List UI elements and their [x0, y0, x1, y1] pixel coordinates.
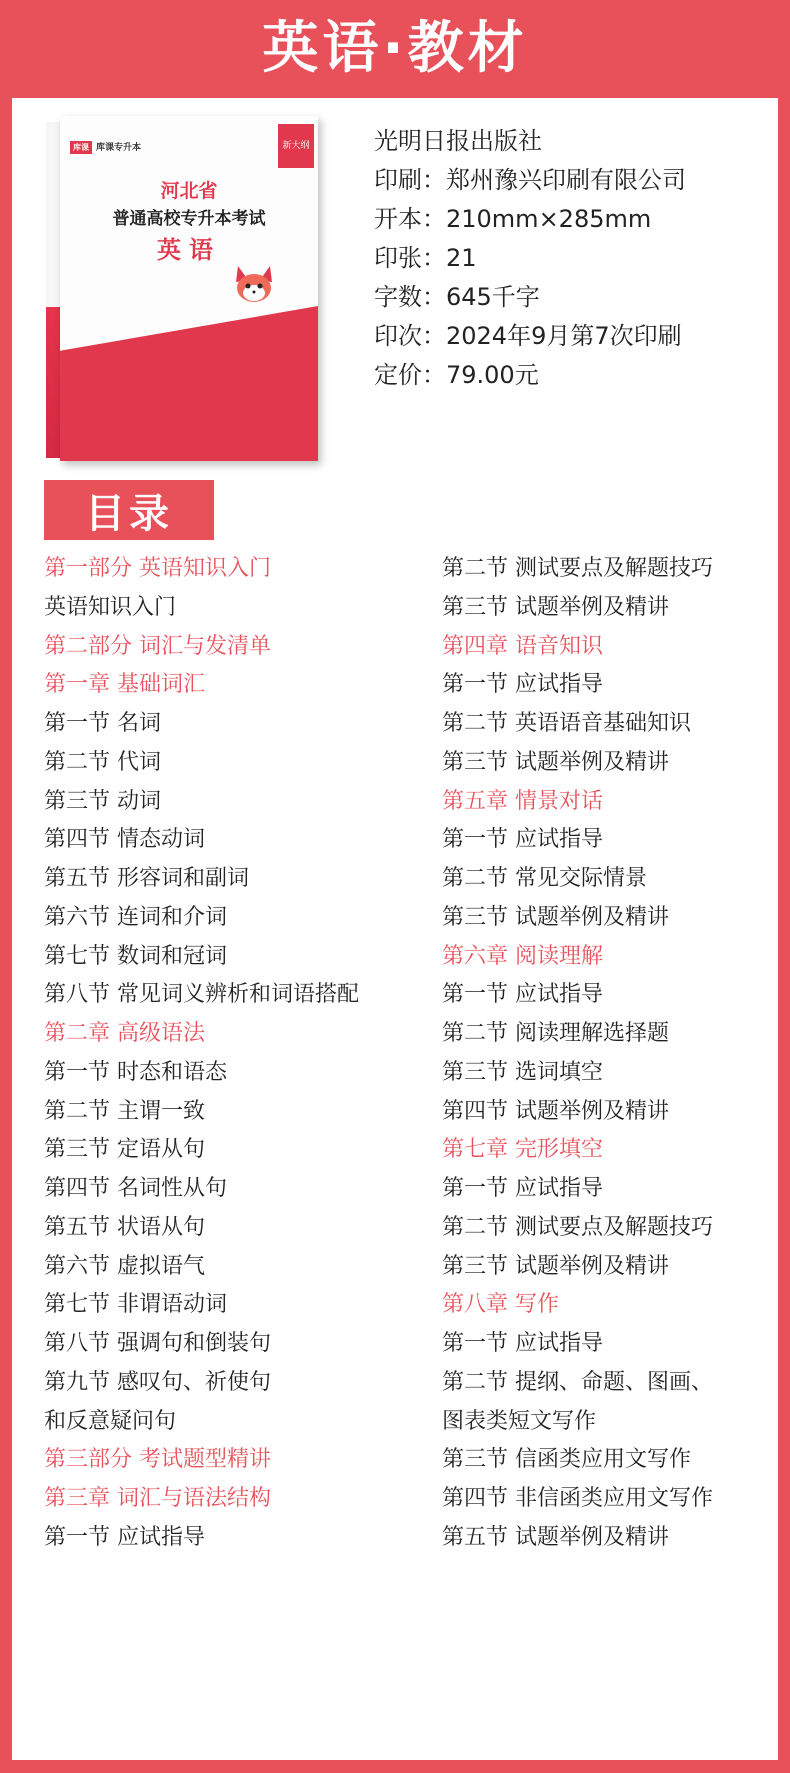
toc-item: 第三节 试题举例及精讲 [442, 749, 669, 775]
book-brand-logo: 库课 库课专升本 [70, 140, 141, 154]
toc-item: 第六节 虚拟语气 [44, 1253, 205, 1279]
toc-item: 第三节 试题举例及精讲 [442, 594, 669, 620]
toc-item: 第二节 主谓一致 [44, 1098, 205, 1124]
book-edition-badge: 新大纲 [278, 124, 314, 168]
toc-item: 第五节 试题举例及精讲 [442, 1524, 669, 1550]
toc-section-heading: 第一部分 英语知识入门 [44, 556, 271, 581]
page-title: 英语·教材 [262, 16, 528, 81]
toc-item: 第三节 定语从句 [44, 1137, 205, 1163]
toc-item: 第六节 连词和介词 [44, 904, 227, 930]
sheets-line: 印张：21 [374, 244, 477, 272]
toc-item: 第一节 应试指导 [442, 982, 603, 1008]
word-count-line: 字数：645千字 [374, 283, 540, 311]
toc-item: 第七节 数词和冠词 [44, 943, 227, 969]
book-subject: 英语 [157, 236, 221, 264]
toc-section-heading: 第三部分 考试题型精讲 [44, 1447, 271, 1473]
book-front [60, 116, 318, 461]
toc-item: 第三节 信函类应用文写作 [442, 1447, 691, 1473]
toc-item: 第七节 非谓语动词 [44, 1292, 227, 1318]
format-line: 开本：210mm×285mm [374, 205, 652, 233]
publisher-line: 光明日报出版社 [374, 127, 542, 155]
toc-item: 第二节 测试要点及解题技巧 [442, 556, 713, 581]
toc-item: 第一节 应试指导 [442, 827, 603, 853]
book-exam-title: 普通高校专升本考试 [112, 209, 266, 229]
toc-item: 第三节 试题举例及精讲 [442, 904, 669, 930]
toc-section-heading: 第一章 基础词汇 [44, 672, 205, 698]
toc-heading-label: 目录 [85, 490, 173, 537]
toc-item: 第五节 状语从句 [44, 1214, 205, 1240]
content-panel [12, 98, 778, 1760]
toc-section-heading: 第二部分 词汇与发清单 [44, 633, 271, 659]
toc-item: 图表类短文写作 [442, 1408, 597, 1434]
toc-section-heading: 第八章 写作 [442, 1292, 559, 1318]
toc-section-heading: 第五章 情景对话 [442, 788, 603, 814]
toc-section-heading: 第四章 语音知识 [442, 633, 603, 659]
toc-item: 第二节 常见交际情景 [442, 866, 647, 891]
toc-item: 第二节 英语语音基础知识 [442, 711, 691, 736]
toc-item: 第三节 试题举例及精讲 [442, 1253, 669, 1279]
toc-item: 第四节 情态动词 [44, 827, 205, 853]
toc-item: 第二节 代词 [44, 749, 161, 775]
toc-section-heading: 第七章 完形填空 [442, 1137, 603, 1163]
toc-item: 第三节 动词 [44, 788, 161, 814]
toc-item: 第一节 应试指导 [442, 1176, 603, 1201]
toc-item: 英语知识入门 [44, 594, 177, 620]
toc-item: 第二节 阅读理解选择题 [442, 1021, 669, 1046]
book-info [374, 122, 686, 395]
printing-line: 印次：2024年9月第7次印刷 [374, 322, 682, 350]
toc-item: 和反意疑问句 [44, 1408, 177, 1434]
toc-item: 第一节 应试指导 [44, 1524, 205, 1550]
toc-item: 第八节 强调句和倒装句 [44, 1331, 271, 1356]
book-cover-image [46, 116, 318, 461]
toc-item: 第五节 形容词和副词 [44, 866, 249, 891]
toc-section-heading: 第三章 词汇与语法结构 [44, 1486, 271, 1511]
book-province: 河北省 [160, 180, 218, 202]
toc-item: 第九节 感叹句、祈使句 [44, 1369, 271, 1395]
toc-right-column [442, 550, 713, 1558]
fox-mascot-icon [230, 262, 278, 310]
toc-item: 第二节 测试要点及解题技巧 [442, 1214, 713, 1240]
toc-item: 第一节 应试指导 [442, 1331, 603, 1356]
toc-item: 第八节 常见词义辨析和词语搭配 [44, 982, 359, 1008]
toc-item: 第四节 试题举例及精讲 [442, 1098, 669, 1124]
book-spine [46, 122, 61, 458]
printer-line: 印刷：郑州豫兴印刷有限公司 [374, 166, 686, 194]
toc-item: 第四节 名词性从句 [44, 1176, 227, 1201]
toc-item: 第四节 非信函类应用文写作 [442, 1486, 713, 1511]
book-cover-red-band [60, 306, 318, 461]
header-banner [0, 0, 790, 88]
toc-item: 第二节 提纲、命题、图画、 [442, 1369, 713, 1395]
price-line: 定价：79.00元 [374, 361, 539, 389]
toc-section-heading: 第六章 阅读理解 [442, 943, 603, 969]
toc-section-heading: 第二章 高级语法 [44, 1021, 205, 1046]
toc-item: 第一节 应试指导 [442, 672, 603, 698]
toc-item: 第一节 名词 [44, 711, 161, 736]
toc-left-column [44, 550, 359, 1558]
toc-item: 第三节 选词填空 [442, 1059, 603, 1085]
toc-item: 第一节 时态和语态 [44, 1059, 227, 1085]
toc-heading [44, 480, 214, 540]
